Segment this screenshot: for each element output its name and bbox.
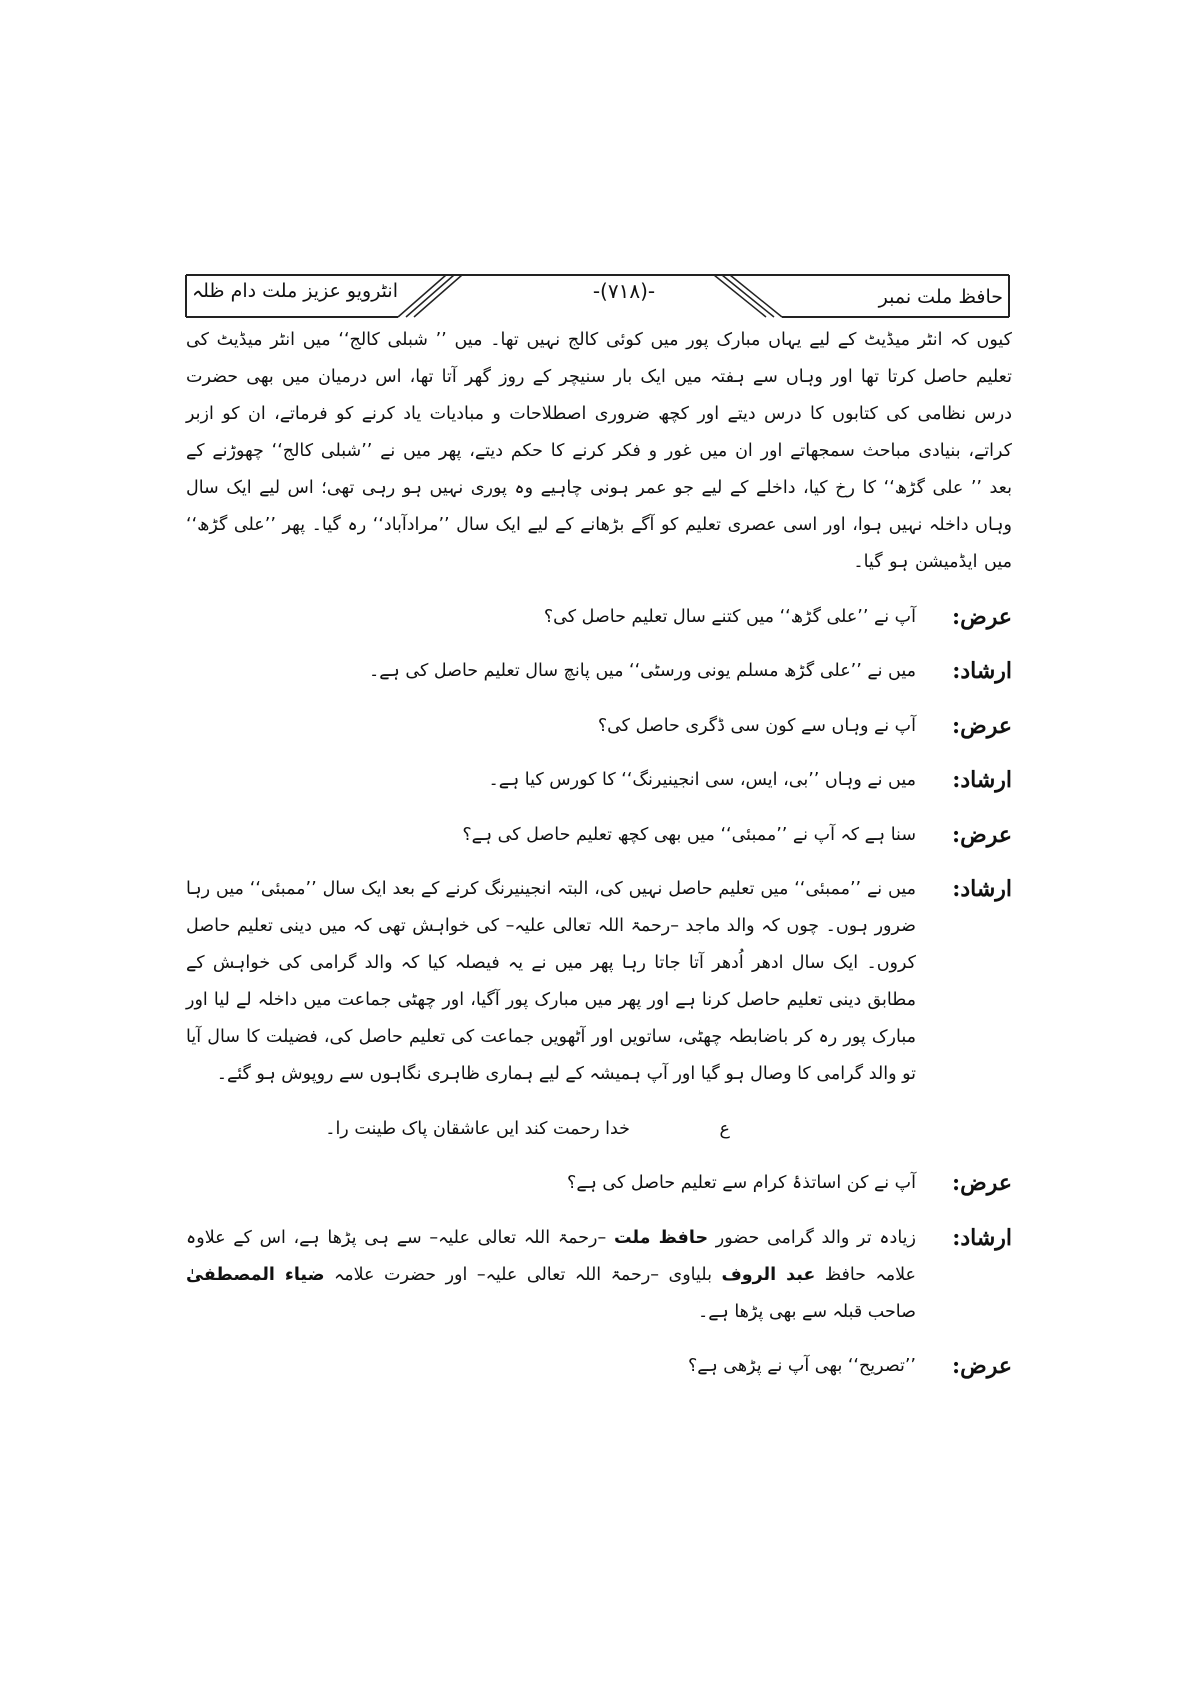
qa-item <box>186 599 1012 636</box>
qa-item <box>186 871 1012 1093</box>
intro-paragraph: کیوں کہ انٹر میڈیٹ کے لیے یہاں مبارک پور میں کوئی کالج نہیں تھا۔ میں ’’ شبلی کالج‘‘ میں انٹر میڈیٹ کی تعلیم حاصل کرتا تھا اور وہاں سے ہفتہ میں ایک بار سنیچر کے روز گھر آتا تھا، اس درمیان میں بھی حضرت درس نظامی کی کتابوں کا درس دیتے اور کچھ ضروری اصطلاحات و مبادیات یاد کرنے کو فرماتے، ان کو ازبر کراتے، بنیادی مباحث سمجھاتے اور ان میں غور و فکر کرنے کا حکم دیتے، پھر میں نے ’’شبلی کالج‘‘ چھوڑنے کے بعد ’’ علی گڑھ‘‘ کا رخ کیا، داخلے کے لیے جو عمر ہونی چاہیے وہ پوری نہیں ہو رہی تھی؛ اس لیے ایک سال وہاں داخلہ نہیں ہوا، اور اسی عصری تعلیم کو آگے بڑھانے کے لیے ایک سال ’’مرادآباد‘‘ رہ گیا۔ پھر ’’علی گڑھ‘‘ میں ایڈمیشن ہو گیا۔ <box>186 330 1012 572</box>
qa-item-teachers <box>186 1220 1012 1331</box>
answer-part: بلیاوی –رحمۃ اللہ تعالی علیہ– اور حضرت علامہ <box>333 1264 712 1285</box>
answer-part: صاحب قبلہ سے بھی پڑھا ہے۔ <box>698 1301 916 1322</box>
qa-label: ارشاد: <box>952 876 1012 902</box>
page-header <box>184 271 1011 319</box>
qa-label: عرض: <box>952 1170 1012 1196</box>
qa-text: میں نے ’’علی گڑھ مسلم یونی ورسٹی‘‘ میں پانچ سال تعلیم حاصل کی ہے۔ <box>369 661 916 681</box>
qa-item <box>186 1348 1012 1385</box>
qa-item <box>186 817 1012 854</box>
qa-label: عرض: <box>952 712 1012 739</box>
qa-text: سنا ہے کہ آپ نے ’’ممبئی‘‘ میں بھی کچھ تعلیم حاصل کی ہے؟ <box>462 824 916 845</box>
qa-item <box>186 762 1012 799</box>
qa-text: ’’تصریح‘‘ بھی آپ نے پڑھی ہے؟ <box>687 1356 916 1376</box>
qa-text <box>186 1220 916 1331</box>
qa-label: عرض: <box>952 1353 1012 1379</box>
highlighted-name: عبد الروف <box>721 1264 816 1285</box>
verse-line: خدا رحمت کند ایں عاشقان پاک طینت را۔ <box>325 1118 630 1139</box>
answer-part: زیادہ تر والد گرامی حضور <box>715 1227 916 1248</box>
qa-label: عرض: <box>952 603 1012 630</box>
highlighted-name: ضیاء المصطفیٰ <box>186 1264 325 1285</box>
qa-text: میں نے وہاں ’’بی، ایس، سی انجینیرنگ‘‘ کا کورس کیا ہے۔ <box>488 770 916 790</box>
qa-label: ارشاد: <box>952 767 1012 793</box>
qa-text: آپ نے ’’علی گڑھ‘‘ میں کتنے سال تعلیم حاصل کی؟ <box>543 606 916 627</box>
qa-item <box>186 708 1012 745</box>
highlighted-name: حافظ ملت <box>613 1227 709 1248</box>
qa-text: آپ نے وہاں سے کون سی ڈگری حاصل کی؟ <box>597 715 916 736</box>
page-number: -(۷۱۸)- <box>592 279 656 303</box>
verse <box>186 1111 1012 1148</box>
qa-label: عرض: <box>952 821 1012 848</box>
qa-item <box>186 653 1012 690</box>
verse-mark: ع <box>719 1118 730 1139</box>
qa-text: میں نے ’’ممبئی‘‘ میں تعلیم حاصل نہیں کی، البتہ انجینیرنگ کرنے کے بعد ایک سال ’’ممبئی‘‘ میں رہا ضرور ہوں۔ چوں کہ والد ماجد –رحمۃ اللہ تعالی علیہ– کی خواہش تھی کہ میں دینی تعلیم حاصل کروں۔ ایک سال ادھر اُدھر آتا جاتا رہا پھر میں نے یہ فیصلہ کیا کہ والد گرامی کی خواہش کے مطابق دینی تعلیم حاصل کرنا ہے اور پھر میں مبارک پور آگیا، اور چھٹی جماعت میں داخلہ لے لیا اور مبارک پور رہ کر باضابطہ چھٹی، ساتویں اور آٹھویں جماعت کی تعلیم حاصل کی، فضیلت کا سال آیا تو والد گرامی کا وصال ہو گیا اور آپ ہمیشہ کے لیے ہماری ظاہری نگاہوں سے روپوش ہو گئے۔ <box>186 879 916 1084</box>
section-title: انٹرویو عزیز ملت دام ظلہ <box>192 280 398 302</box>
qa-label: ارشاد: <box>952 658 1012 684</box>
journal-title: حافظ ملت نمبر <box>878 286 1003 308</box>
page-body <box>186 322 1012 1403</box>
qa-item <box>186 1165 1012 1202</box>
answer-part: –رحمۃ اللہ تعالی علیہ– سے ہی پڑھا ہے، اس کے علاوہ علامہ حافظ <box>186 1227 916 1285</box>
qa-label: ارشاد: <box>952 1224 1012 1251</box>
qa-text: آپ نے کن اساتذۂ کرام سے تعلیم حاصل کی ہے؟ <box>567 1173 916 1193</box>
